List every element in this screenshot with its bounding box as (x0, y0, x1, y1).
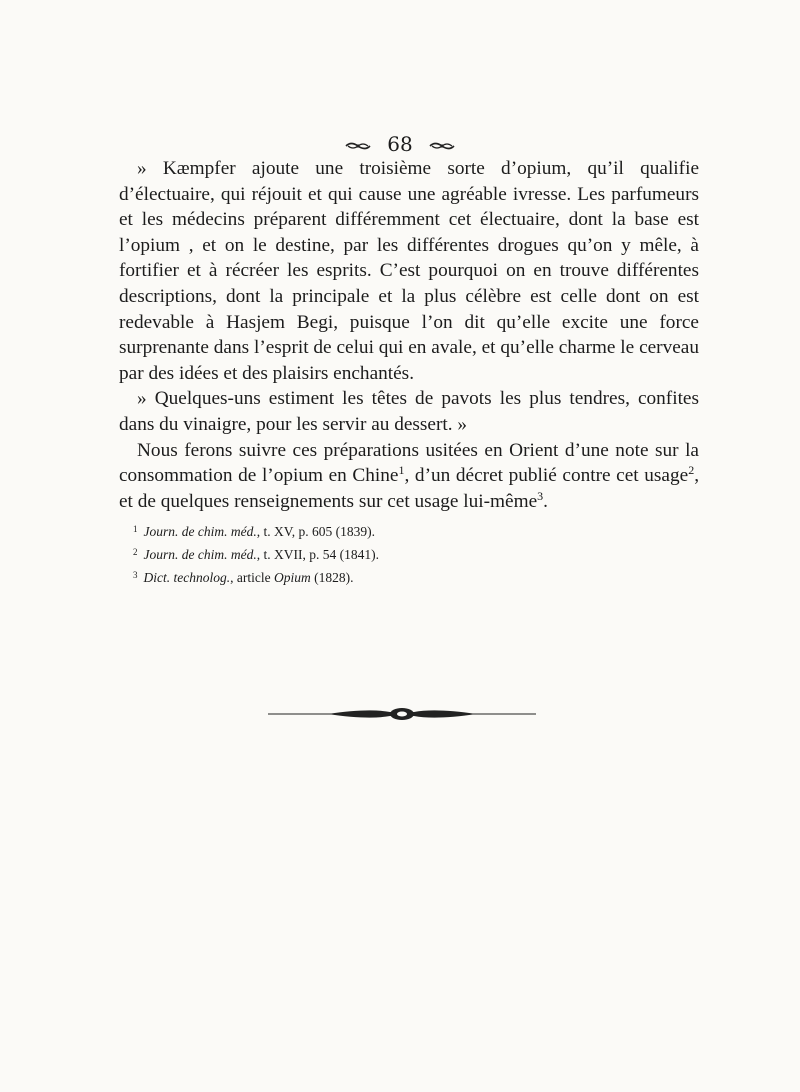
footnote-term: Opium (273, 570, 311, 585)
paragraph-text: . (543, 490, 548, 512)
paragraph-chine (119, 438, 699, 515)
footnote-number: 3 (133, 570, 138, 580)
page-header (0, 132, 800, 156)
left-ornament-icon (345, 141, 371, 151)
footnote-3 (133, 565, 553, 588)
footnote-ref-1[interactable]: 1 (398, 463, 405, 478)
footnote-detail: , t. XV, p. 605 (1839). (256, 524, 375, 539)
footnote-detail: , t. XVII, p. 54 (1841). (256, 547, 379, 562)
right-ornament-icon (429, 141, 455, 151)
page-number: 68 (387, 132, 413, 156)
footnote-detail: , article (230, 570, 274, 585)
paragraph-text: , d’un décret publié contre cet usage (404, 465, 689, 487)
footnote-source: Journ. de chim. méd. (143, 547, 257, 562)
paragraph-pavots: » Quelques-uns estiment les têtes de pavots les plus tendres, confites dans du vinaigre, pour les servir au dessert. » (119, 388, 699, 435)
paragraph-text: , et de quelques renseignements sur cet usage lui-même (119, 465, 700, 512)
footnote-ref-3[interactable]: 3 (537, 488, 544, 503)
body-text (119, 156, 699, 514)
paragraph-text: Nous ferons suivre ces préparations usitées en Orient d’une note sur la consommation de l’opium en Chine (119, 439, 699, 487)
footnote-detail: (1828). (310, 570, 354, 585)
paragraph-kaempfer: » Kæmpfer ajoute une troisième sorte d’opium, qu’il qualifie d’électuaire, qui réjouit et qui cause une agréable ivresse. Les parfumeurs et les médecins préparent différemment cet électuaire, dont la base est l’opium , et on le destine, par les différentes drogues qu’on y mêle, à fortifier et à récréer les esprits. C’est pourquoi on en trouve différentes descriptions, dont la principale et la plus célèbre est celle dont on est redevable à Hasjem Begi, puisque l’on dit qu’elle excite une force surprenante dans l’esprit de celui qui en avale, et qu’elle charme le cerveau par des idées et des plaisirs enchantés. (119, 158, 699, 384)
footnote-number: 2 (133, 547, 138, 557)
footnote-ref-2[interactable]: 2 (688, 463, 695, 478)
footnote-number: 1 (133, 524, 138, 534)
footnote-source: Dict. technolog. (143, 570, 231, 585)
footnote-source: Journ. de chim. méd. (143, 524, 257, 539)
footnote-2 (133, 542, 553, 565)
ornamental-divider-icon (268, 704, 536, 724)
footnote-1 (133, 519, 553, 542)
footnotes (133, 519, 553, 588)
